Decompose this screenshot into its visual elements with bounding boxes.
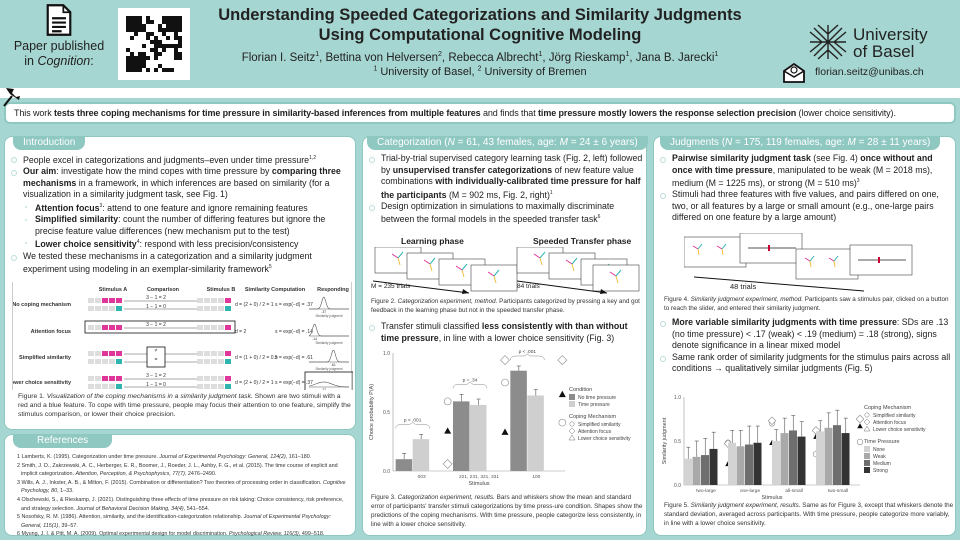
- feature-cell: [218, 298, 224, 303]
- feature-cell: [197, 298, 203, 303]
- legend-circle-icon: [570, 422, 574, 426]
- bar-strong: [710, 449, 718, 485]
- feature-cell: [211, 306, 217, 311]
- response-distribution: [309, 350, 349, 362]
- feature-cell: [116, 384, 122, 389]
- similarity-formula: s = exp(−d) = .14: [275, 329, 313, 335]
- feature-cell: [225, 384, 231, 389]
- prediction-attention-focus: [443, 459, 452, 468]
- fig1-column-header: Comparison: [146, 287, 180, 293]
- legend-swatch: [864, 460, 870, 466]
- feature-cell: [225, 298, 231, 303]
- poster-header: [0, 0, 960, 88]
- feature-cell: [204, 298, 210, 303]
- bar-time-pressure: [527, 395, 544, 471]
- feature-cell: [109, 306, 115, 311]
- comparison-text: 3 − 1 = 2: [146, 295, 166, 301]
- author-name: Florian I. Seitz$^1$: [241, 51, 320, 64]
- judg-bullet-2: Stimuli had three features with five values, and pairs differed on one, two, or all features by a large or small amount (e.g., one-large pairs differed on one feature by a large amount): [656, 189, 954, 224]
- prediction-lower-choice-sensitivity: [559, 391, 566, 397]
- response-distribution: [309, 382, 349, 387]
- bar-strong: [754, 443, 762, 485]
- feature-cell: [116, 376, 122, 381]
- categorization-panel: [362, 136, 647, 536]
- feature-cell: [218, 325, 224, 330]
- judg-bullet-1: Pairwise similarity judgment task (see Fig. 4) once without and once with time pressure, manipulated to be weak (M = 2018 ms), medium (M = 1225 ms), or strong (M = 510 ms)$^3$: [656, 153, 954, 189]
- feature-cell: [95, 376, 101, 381]
- x-tick-label: 221, 231, 321, 331: [458, 475, 500, 480]
- stimulus-screen: [593, 265, 639, 291]
- feature-cell: [218, 351, 224, 356]
- feature-cell: [197, 359, 203, 364]
- bar-time-pressure: [470, 405, 487, 471]
- prediction-lower-choice-sensitivity: [857, 423, 863, 428]
- transfer-phase-title: Speeded Transfer phase: [533, 236, 632, 246]
- university-logo: [808, 24, 958, 64]
- legend-swatch: [864, 467, 870, 473]
- feature-cell: [116, 359, 122, 364]
- p-value-label: p = .34: [462, 378, 478, 384]
- poster-title-block: [200, 5, 760, 79]
- bar-time-pressure: [413, 439, 430, 471]
- y-tick-label: 0.5: [674, 439, 681, 445]
- feature-cell: [218, 384, 224, 389]
- feature-cell: [102, 298, 108, 303]
- figure-5-caption: Figure 5. Similarity judgment experiment, results. Same as for Figure 3, except that whiskers denote the standard deviation, averaged across participants. With time pressure, people categorize more variably, in line with a lower choice sensitivity.: [664, 502, 954, 527]
- comparison-text: 3 − 1 = 2: [146, 322, 166, 328]
- categorization-heading: Categorization (N = 61, 43 females, age: M = 24 ± 6 years): [367, 136, 648, 150]
- similarity-formula: s = exp(−d) = .37: [275, 302, 313, 308]
- document-icon: [46, 4, 72, 36]
- feature-cell: [225, 351, 231, 356]
- feature-cell: [204, 306, 210, 311]
- response-axis-label: Similarity judgment: [315, 341, 343, 345]
- feature-cell: [95, 306, 101, 311]
- comparison-text: ≠: [154, 348, 158, 354]
- feature-cell: [88, 384, 94, 389]
- y-tick-label: 0.0: [383, 469, 390, 475]
- figure-1-caption: Figure 1. Visualization of the coping mechanisms in a similarity judgment task. Shown are two stimuli with a red and a blue feature. To cope with time pressure, people may focus their attention to one feature, simplify the stimulus comparison, or lower their choice precision.: [18, 393, 351, 418]
- judgment-screen: [684, 237, 746, 267]
- y-axis-label: Similarity judgment: [662, 417, 668, 465]
- legend-entry: Lower choice sensitivity: [873, 427, 926, 433]
- x-tick-label: one-large: [739, 489, 761, 494]
- feature-cell: [102, 359, 108, 364]
- feature-cell: [88, 376, 94, 381]
- bar-no-time-pressure: [510, 371, 527, 471]
- p-value-label: p < .001: [518, 349, 537, 355]
- feature-cell: [225, 306, 231, 311]
- fig1-column-header: Stimulus A: [98, 287, 128, 293]
- bar-medium: [789, 430, 797, 485]
- transfer-trials-label: 84 trials: [517, 283, 540, 290]
- figure-4-caption: Figure 4. Similarity judgment experiment, method. Participants saw a stimulus pair, clicked on a button to reach the slider, and entered their similarity judgment.: [664, 296, 949, 312]
- legend-title: Coping Mechanism: [864, 405, 912, 411]
- fig1-svg: [13, 282, 353, 390]
- x-tick-label: all-small: [785, 489, 803, 494]
- feature-cell: [95, 325, 101, 330]
- poster-title: Understanding Speeded Categorizations and Similarity Judgments Using Computational Cognitive Modeling: [218, 6, 742, 44]
- references-panel: [4, 434, 356, 536]
- summary-banner: This work tests three coping mechanisms for time pressure in similarity-based inferences from multiple features and finds that time pressure mostly lowers the response selection precision (lower choice sensitivity).: [4, 102, 956, 124]
- prediction-simplified-similarity: [444, 398, 451, 405]
- feature-cell: [88, 351, 94, 356]
- x-tick-label: 003: [417, 475, 426, 480]
- university-name: University of Basel: [853, 25, 928, 61]
- response-peak-label: .14: [312, 337, 318, 341]
- legend-entry: No time pressure: [578, 395, 617, 401]
- figure-5-chart: [658, 389, 954, 501]
- comparison-text: 1 − 1 = 0: [146, 382, 166, 388]
- feature-cell: [102, 351, 108, 356]
- feature-cell: [211, 298, 217, 303]
- reference-item: 1 Lamberts, K. (1995). Categorization under time pressure. Journal of Experimental Psychology: General, 124(2), 161–180.: [17, 454, 312, 460]
- feature-cell: [204, 351, 210, 356]
- feature-cell: [204, 325, 210, 330]
- fig1-column-header: Stimulus B: [206, 287, 236, 293]
- pushpin-icon: [2, 86, 24, 108]
- bar-medium: [745, 445, 753, 485]
- feature-cell: [211, 384, 217, 389]
- y-tick-label: 1.0: [383, 351, 390, 357]
- response-peak-label: .61: [330, 363, 336, 367]
- response-axis-label: Similarity judgment: [315, 367, 343, 371]
- intro-bullet-1: People excel in categorizations and judgments–even under time pressure$^{1,2}$: [7, 153, 353, 166]
- bar-no-time-pressure: [396, 459, 413, 471]
- distance-formula: d = (2 + 0) / 2 = 1: [235, 302, 274, 308]
- bar-medium: [701, 455, 709, 485]
- feature-cell: [225, 376, 231, 381]
- prediction-attention-focus: [856, 415, 864, 423]
- feature-cell: [211, 376, 217, 381]
- legend-entry: Lower choice sensitivity: [578, 436, 631, 442]
- feature-cell: [102, 384, 108, 389]
- legend-triangle-icon: [864, 426, 870, 431]
- similarity-formula: s = exp(−d) = .37: [275, 380, 313, 386]
- legend-entry: Attention focus: [578, 429, 612, 435]
- author-name: Jana B. Jarecki$^1$: [635, 51, 719, 64]
- bar-none: [816, 431, 824, 485]
- prediction-simplified-similarity: [502, 379, 509, 386]
- distance-formula: d = (1 + 0) / 2 = 0.5: [235, 355, 278, 361]
- affiliation-name: University of Bremen: [481, 66, 587, 78]
- intro-bullet-3: We tested these mechanisms in a categorization and a similarity judgment experiment using modeling in an exemplar-similarity framework$^5$: [7, 251, 353, 276]
- legend-diamond-icon: [569, 428, 575, 434]
- figure-4-diagram: [684, 233, 924, 293]
- fig1-row-label: Lower choice sensitivity: [13, 380, 71, 386]
- x-axis-label: Stimulus: [761, 495, 783, 501]
- figure-1-diagram: [12, 282, 352, 390]
- legend-title: Coping Mechanism: [569, 414, 617, 420]
- feature-cell: [116, 351, 122, 356]
- judg-bullet-3: More variable similarity judgments with time pressure: SDs are .13 (no time pressure) < .17 (weak) < .19 (medium) = .18 (strong), signs denote significance in a linear mixed model: [656, 317, 954, 352]
- feature-cell: [218, 359, 224, 364]
- legend-swatch: [864, 446, 870, 452]
- feature-cell: [109, 298, 115, 303]
- legend-circle-icon: [865, 413, 869, 417]
- bar-weak: [737, 446, 745, 485]
- bar-weak: [693, 457, 701, 485]
- cat-bullet-3: Transfer stimuli classified less consistently with than without time pressure, in line with a lower choice sensitivity (Fig. 3): [365, 321, 645, 344]
- distance-formula: d = 2: [235, 329, 247, 335]
- comparison-text: =: [154, 357, 158, 363]
- paper-note-line2: [10, 54, 108, 69]
- intro-bullet-2: Our aim: investigate how the mind copes with time pressure by comparing three mechanisms in a framework, in which inferences are based on similarity (for a visualization in a similarity judgment task, see Fig. 1): [7, 166, 353, 201]
- feature-cell: [116, 325, 122, 330]
- prediction-lower-choice-sensitivity: [444, 427, 451, 433]
- feature-cell: [204, 359, 210, 364]
- references-list: [13, 453, 351, 539]
- references-heading: References: [13, 434, 112, 448]
- bar-none: [728, 443, 736, 485]
- cat-bullet-1: Trial-by-trial supervised category learning task (Fig. 2, left) followed by unsupervised transfer categorizations of new feature value combinations with individually-calibrated time pressure for half the participants (M = 902 ms, Fig. 2, right)$^1$: [365, 153, 645, 201]
- bar-weak: [825, 428, 833, 485]
- feature-cell: [225, 325, 231, 330]
- prediction-simplified-similarity: [559, 419, 566, 426]
- bar-weak: [781, 433, 789, 485]
- feature-cell: [116, 306, 122, 311]
- fig1-row-label: No coping mechanism: [13, 302, 71, 308]
- feature-cell: [197, 325, 203, 330]
- feature-cell: [197, 384, 203, 389]
- fig1-row-label: Simplified similarity: [19, 355, 71, 361]
- judgments-heading: Judgments (N = 175, 119 females, age: M = 28 ± 11 years): [660, 136, 940, 150]
- fig1-column-header: Similarity Computation: [244, 287, 306, 293]
- response-distribution: [309, 324, 349, 336]
- qr-code[interactable]: [118, 8, 190, 80]
- bar-strong: [842, 433, 850, 485]
- screen-frame: [593, 265, 639, 291]
- affiliation-name: University of Basel: [377, 66, 472, 78]
- legend-entry: Weak: [873, 454, 886, 460]
- feature-cell: [204, 384, 210, 389]
- y-tick-label: 0.5: [383, 410, 390, 416]
- legend-entry: Simplified similarity: [873, 413, 916, 419]
- feature-cell: [109, 384, 115, 389]
- legend-entry: Strong: [873, 468, 888, 474]
- feature-cell: [197, 376, 203, 381]
- feature-cell: [225, 359, 231, 364]
- affiliations: $^1$ University of Basel, $^2$ University of Bremen: [373, 65, 587, 78]
- feature-cell: [211, 359, 217, 364]
- feature-cell: [95, 359, 101, 364]
- feature-cell: [116, 298, 122, 303]
- x-tick-label: two-small: [827, 489, 849, 494]
- distance-formula: d = (2 + 0) / 2 = 1: [235, 380, 274, 386]
- legend-diamond-icon: [864, 419, 870, 425]
- intro-sub-sensitivity: Lower choice sensitivity$^4$: respond with less precision/consistency: [7, 237, 353, 250]
- feature-cell: [211, 325, 217, 330]
- y-tick-label: 0.0: [674, 483, 681, 489]
- introduction-heading: Introduction: [13, 136, 85, 150]
- response-distribution: [309, 297, 349, 309]
- judgment-trials-label: 48 trials: [730, 282, 757, 291]
- response-peak-label: .37: [321, 310, 327, 314]
- legend-entry: Attention focus: [873, 420, 907, 426]
- feature-cell: [102, 306, 108, 311]
- judgments-panel: [653, 136, 956, 536]
- bar-none: [772, 441, 780, 485]
- feature-cell: [102, 376, 108, 381]
- fig1-column-header: Responding: [317, 287, 349, 293]
- y-tick-label: 1.0: [674, 395, 681, 401]
- legend-title: Condition: [569, 387, 593, 393]
- x-axis-label: Stimulus: [468, 481, 490, 487]
- legend-triangle-icon: [569, 435, 575, 440]
- legend-entry: Time pressure: [578, 402, 610, 408]
- reference-item: 4 Olschewski, S., & Rieskamp, J. (2021). Distinguishing three effects of time pressure on risk taking: Choice consistency, risk preference, and strategy selection. Journal of Behavioral Decision Making, 34(4), 541–554.: [17, 496, 344, 512]
- intro-sub-attention: Attention focus$^3$: attend to one feature and ignore remaining features: [7, 201, 353, 214]
- cat-bullet-2: Design optimization in simulations to maximally discriminate between the formal models in the speeded transfer task$^6$: [365, 201, 645, 226]
- stimulus-screen: [471, 265, 517, 291]
- slider-handle: [878, 257, 880, 263]
- paper-note-journal: Cognition: [37, 54, 91, 68]
- feature-cell: [109, 376, 115, 381]
- prediction-lower-choice-sensitivity: [502, 429, 509, 435]
- bar-strong: [798, 437, 806, 485]
- figure-3-caption: Figure 3. Categorization experiment, results. Bars and whiskers show the mean and standard error of participants' transfer stimuli categorizations by time press-ure condition. Shapes show the predictions of the coping mechanisms. With time pressure, people categorize less consistently, in line with a lower choice sensitivity.: [371, 494, 643, 528]
- reference-item: 2 Smith, J. D., Zakrzewski, A. C., Herberger, E. R., Boomer, J., Roeder, J. L., Ashby, F. G., et al. (2015). The time course of explicit and implicit categorization. Attention, Perception, & Psychophysics, 77(7), 2476–2490.: [17, 462, 338, 478]
- author-name: Rebecca Albrecht$^1$: [448, 51, 543, 64]
- response-axis-label: Similarity judgment: [315, 314, 343, 318]
- feature-cell: [95, 351, 101, 356]
- feature-cell: [218, 376, 224, 381]
- fig1-row-label: Attention focus: [30, 329, 71, 335]
- header-divider: [0, 88, 960, 98]
- feature-cell: [88, 298, 94, 303]
- feature-cell: [109, 351, 115, 356]
- feature-cell: [88, 325, 94, 330]
- legend-entry: Medium: [873, 461, 891, 467]
- legend-entry: None: [873, 447, 885, 453]
- prediction-attention-focus: [501, 356, 510, 365]
- author-name: Jörg Rieskamp$^1$: [548, 51, 630, 64]
- feature-cell: [197, 306, 203, 311]
- similarity-formula: s = exp(−d) = .61: [275, 355, 313, 361]
- feature-cell: [95, 384, 101, 389]
- author-list: Florian I. Seitz$^1$, Bettina von Helversen$^2$, Rebecca Albrecht$^1$, Jörg Rieskamp$^1$, Jana B. Jarecki$^1$: [241, 51, 719, 64]
- feature-cell: [109, 359, 115, 364]
- y-axis-label: Choice probability P(A): [369, 383, 375, 441]
- p-value-label: p < .001: [403, 418, 422, 424]
- email-address[interactable]: florian.seitz@unibas.ch: [815, 66, 924, 78]
- x-tick-label: 100: [532, 475, 541, 480]
- feature-cell: [109, 325, 115, 330]
- feature-cell: [88, 359, 94, 364]
- response-peak-label: .37: [321, 388, 327, 390]
- comparison-text: 1 − 1 = 0: [146, 304, 166, 310]
- judgment-screen: [796, 249, 858, 279]
- reference-item: 5 Nosofsky, R. M. (1986). Attention, similarity, and the identification-categorization relationship. Journal of Experimental Psychology: General, 115(1), 39–57.: [17, 514, 331, 529]
- paper-published-note: [10, 4, 108, 69]
- x-tick-label: two-large: [696, 489, 716, 494]
- learning-phase-title: Learning phase: [401, 236, 464, 246]
- legend-swatch: [569, 394, 575, 400]
- paper-note-line1: Paper published: [13, 39, 105, 53]
- screen-frame: [471, 265, 517, 291]
- feature-cell: [197, 351, 203, 356]
- slider-handle: [768, 245, 770, 251]
- feature-cell: [88, 306, 94, 311]
- categorization-result-bullet: [365, 321, 645, 344]
- basel-logo-icon: [808, 24, 848, 60]
- paper-note-prefix: in: [24, 54, 38, 68]
- bar-medium: [833, 425, 841, 485]
- learning-trials-label: M = 235 trials: [371, 283, 411, 290]
- paper-note-suffix: :: [90, 54, 94, 68]
- feature-cell: [102, 325, 108, 330]
- author-name: Bettina von Helversen$^2$: [325, 51, 442, 64]
- feature-cell: [95, 298, 101, 303]
- intro-sub-simplified: Simplified similarity: count the number of differing features but ignore the precise feature value differences (new mechanism put to the test): [7, 214, 353, 237]
- figure-3-chart: [365, 347, 645, 489]
- judg-bullet-4: Same rank order of similarity judgments for the stimulus pairs across all conditions → qualitatively similar judgments (Fig. 5): [656, 352, 954, 375]
- legend-swatch: [569, 401, 575, 407]
- judgments-bullets: [656, 153, 954, 224]
- prediction-simplified-similarity: [857, 439, 863, 445]
- figure-2-caption: Figure 2. Categorization experiment, method. Participants categorized by pressing a key and got feedback in the learning phase but not in the speeded transfer phase.: [371, 298, 640, 314]
- legend-swatch: [864, 453, 870, 459]
- introduction-bullets: [7, 153, 353, 276]
- feature-cell: [204, 376, 210, 381]
- prediction-attention-focus: [558, 356, 567, 365]
- judgments-result-bullets: [656, 317, 954, 375]
- bar-none: [684, 459, 692, 485]
- comparison-text: 3 − 1 = 2: [146, 373, 166, 379]
- feature-cell: [211, 351, 217, 356]
- reference-item: 3 Wills, A. J., Inkster, A. B., & Milton, F. (2015). Combination or differentiation? Two theories of processing order in classification. Cognitive Psychology, 80, 1–33.: [17, 479, 346, 495]
- feature-cell: [218, 306, 224, 311]
- reference-item: 6 Myung, J. I. & Pitt, M. A. (2009). Optimal experimental design for model discrimination. Psychological Review, 116(3), 499–518.: [17, 531, 325, 538]
- legend-title: Time Pressure: [864, 439, 900, 445]
- legend-entry: Simplified similarity: [578, 422, 621, 428]
- bar-no-time-pressure: [453, 401, 470, 471]
- categorization-bullets: [365, 153, 645, 226]
